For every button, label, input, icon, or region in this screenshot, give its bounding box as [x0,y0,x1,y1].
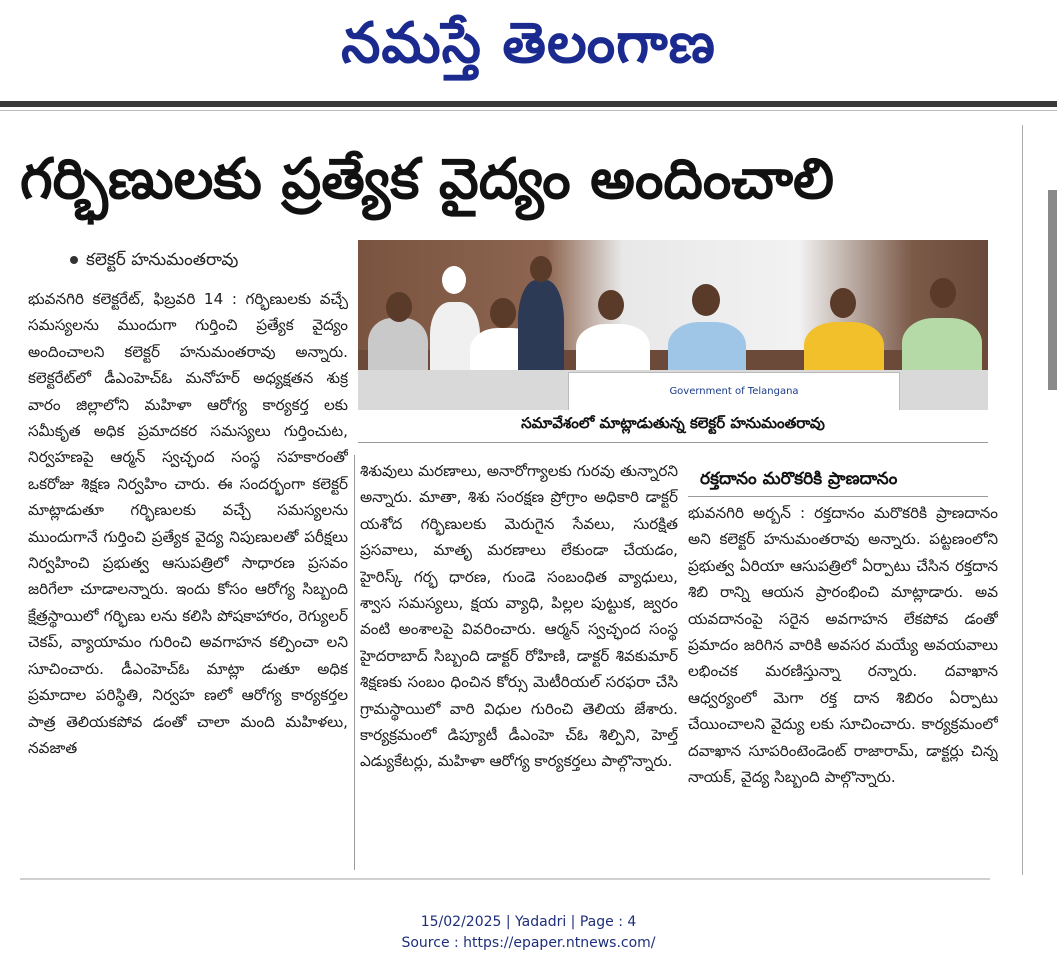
photo-person [518,280,564,380]
masthead-thin-rule [0,110,1057,111]
article-headline: గర్భిణులకు ప్రత్యేక వైద్యం అందించాలి [20,147,835,212]
bullet-icon [70,256,78,264]
side-article-column [688,500,998,860]
photo-caption: సమావేశంలో మాట్లాడుతున్న కలెక్టర్ హనుమంతరావు [521,414,825,432]
masthead-rule [0,101,1057,107]
article-text: శిశువులు మరణాలు, అనారోగ్యాలకు గురవు తున్నారని అన్నారు. మాతా, శిశు సంరక్షణ ప్రోగ్రాం అధికారి డాక్టర్ యశోద గర్భిణులకు మెరుగైన సేవలు, సురక్షిత ప్రసవాలు, మాతృ మరణాలు లేకుండా చేయడం, హైరిస్క్ గర్భ ధారణ, గుండె సంబంధిత వ్యాధులు, శ్వాస సమస్యలు, క్షయ వ్యాధి, పిల్లల పుట్టుక, జ్వరం వంటి అంశాలపై వివరించారు. ఆర్మన్ స్వచ్ఛంద సంస్థ హైదరాబాద్ సిబ్బంది డాక్టర్ రోహిణి, డాక్టర్ శివకుమార్ శిక్షణకు సంబం ధించిన కోర్సు మెటీరియల్ సరఫరా చేసి గ్రామస్థాయిలో వారి విధుల గురించి తెలియ జేశారు. కార్యక్రమంలో డిప్యూటీ డీఎంహె చ్‌ఓ శిల్పిని, హెల్త్ ఎడ్యుకేటర్లు, మహిళా ఆరోగ్య కార్యకర్తలు పాల్గొన్నారు. [360,462,678,771]
side-article-text: భువనగిరి అర్బన్ : రక్తదానం మరొకరికి ప్రాణదానం అని కలెక్టర్ హనుమంతరావు అన్నారు. పట్టణంలోని ప్రభుత్వ ఏరియా ఆసుపత్రిలో ఏర్పాటు చేసిన రక్తదాన శిబి రాన్ని ఆయన ప్రారంభించి మాట్లాడారు. అవ యవదానంపై సరైన అవగాహన లేకపోవ డంతో ప్రమాదం జరిగిన వారికి అవసర మయ్యే అవయవాలు లభించక మరణిస్తున్నా రన్నారు. దవాఖాన ఆధ్వర్యంలో మెగా రక్త దాన శిబిరం ఏర్పాటు చేయించాలని వైద్యు లకు సూచించారు. కార్యక్రమంలో దవాఖాన సూపరింటెండెంట్ రాజారామ్, డాక్టర్లు చిన్న నాయక్, వైద్య సిబ్బంది పాల్గొన్నారు. [688,504,998,787]
footer [0,912,1057,954]
photo-person-head [830,288,856,318]
column-divider-right [1022,125,1023,875]
byline-text: కలెక్టర్ హనుమంతరావు [86,250,239,270]
article-column-2 [360,458,678,870]
photo-person-head [692,284,720,316]
photo-person-head [930,278,956,308]
photo-person-head [386,292,412,322]
article-photo [358,240,988,410]
side-article-headline: రక్తదానం మరొకరికి ప్రాణదానం [700,469,898,489]
photo-person-head [490,298,516,328]
photo-person-head [530,256,552,282]
masthead [0,0,1057,100]
photo-person [368,318,428,378]
newspaper-title: నమస్తే తెలంగాణ [341,11,716,76]
photo-person-head [598,290,624,320]
side-article-rule [688,496,988,497]
footer-source-line: Source : https://epaper.ntnews.com/ [401,935,656,951]
photo-banner: Government of Telangana [568,372,900,410]
byline [70,250,238,274]
footer-date-line: 15/02/2025 | Yadadri | Page : 4 [420,914,637,930]
article-text: భువనగిరి కలెక్టరేట్, ఫిబ్రవరి 14 : గర్భిణులకు వచ్చే సమస్యలను ముందుగా గుర్తించి ప్రత్యేక వైద్యం అందించాలని కలెక్టర్ హనుమంతరావు అన్నారు. కలెక్టరేట్‌లో డీఎంహెచ్‌ఓ మనోహర్ అధ్యక్షతన శుక్ర వారం జిల్లాలోని మహిళా ఆరోగ్య కార్యకర్త లకు సమీకృత అధిక ప్రమాదకర సమస్యలు గుర్తించుట, నిర్వహణపై ఆర్మన్ స్వచ్ఛంద సంస్థ సహకారంతో ఒకరోజు శిక్షణ నిర్వహిం చారు. ఈ సందర్భంగా కలెక్టర్ మాట్లాడుతూ గర్భిణులకు వచ్చే సమస్యలను ముందుగానే గుర్తించి ప్రత్యేక వైద్య నిపుణులతో పరీక్షలు నిర్వహించి ప్రభుత్వ ఆసుపత్రిలో సాధారణ ప్రసవం జరిగేలా చూడాలన్నారు. ఇందు కోసం ఆరోగ్య సిబ్బంది క్షేత్రస్థాయిలో గర్భిణు లను కలిసి పోషకాహారం, రెగ్యులర్ చెకప్, వ్యాయామం గురించి అవగాహన కల్పించా లని సూచించారు. డీఎంహెచ్‌ఓ మాట్లా డుతూ అధిక ప్రమాదాల పరిస్థితి, నిర్వహ ణలో ఆరోగ్య కార్యకర్తల పాత్ర తెలియకపోవ డంతో చాలా మంది మహిళలు, నవజాత [28,290,348,757]
adjacent-article-edge [1048,190,1057,390]
bottom-rule [20,878,990,880]
article-column-1 [28,286,348,866]
caption-rule [358,442,988,443]
photo-person-head [442,266,466,294]
column-divider [354,455,355,870]
